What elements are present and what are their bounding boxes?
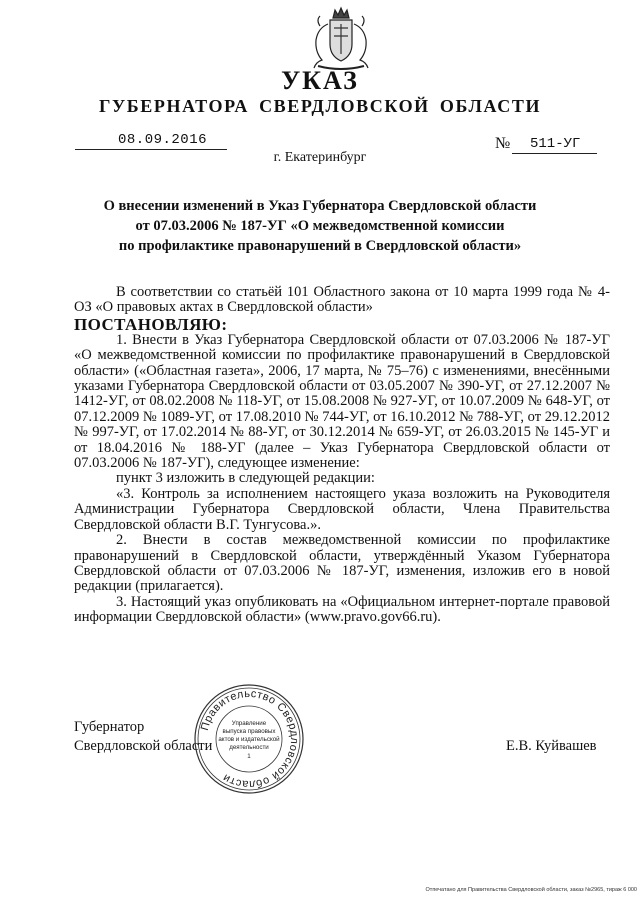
decree-word: ПОСТАНОВЛЯЮ: (74, 314, 228, 334)
title-line-2: от 07.03.2006 № 187-УГ «О межведомственной комиссии (135, 218, 505, 234)
document-type-heading: УКАЗ (281, 66, 359, 95)
svg-text:1: 1 (247, 753, 251, 760)
document-body (74, 285, 610, 626)
item-1-paragraph: 1. Внести в Указ Губернатора Свердловской области от 07.03.2006 № 187-УГ «О межведомственной комиссии по профилактике правонарушений в Свердловской области» («Областная газета», 2006, 17 марта, № 75–76) с изменениями, внесёнными указами Губернатора Свердловской области от 03.05.2007 № 390-УГ, от 27.12.2007 № 1412-УГ, от 08.02.2008 № 118-УГ, от 15.08.2008 № 927-УГ, от 10.07.2009 № 648-УГ, от 07.12.2009 № 1089-УГ, от 17.08.2010 № 744-УГ, от 16.10.2012 № 788-УГ, от 29.12.2012 № 997-УГ, от 17.02.2014 № 88-УГ, от 30.12.2014 № 659-УГ, от 26.03.2015 № 145-УГ и от 18.04.2016 № 188-УГ (далее – Указ Губернатора Свердловской области от 07.03.2006 № 187-УГ), следующее изменение: (74, 331, 610, 472)
coat-of-arms-emblem-icon (306, 6, 376, 72)
document-number: 511-УГ (530, 136, 581, 152)
item-1-subparagraph: пункт 3 изложить в следующей редакции: (116, 470, 375, 487)
signer-position-line-2: Свердловской области (74, 738, 213, 754)
document-title (0, 196, 640, 256)
item-3-paragraph: 3. Настоящий указ опубликовать на «Официальном интернет-портале правовой информации Свердловской области» (www.pravo.gov66.ru). (74, 593, 610, 626)
signer-name: Е.В. Куйвашев (506, 738, 597, 754)
svg-text:актов и издательской: актов и издательской (218, 736, 280, 743)
svg-text:Управление: Управление (231, 720, 267, 727)
item-2-paragraph: 2. Внести в состав межведомственной комиссии по профилактике правонарушений в Свердловской области, утверждённый Указом Губернатора Свердловской области от 07.03.2006 № 187-УГ, изменения, изложив его в новой редакции (прилагается). (74, 532, 610, 595)
document-date: 08.09.2016 (118, 132, 208, 148)
official-seal-icon (193, 683, 305, 795)
title-line-1: О внесении изменений в Указ Губернатора Свердловской области (103, 198, 537, 214)
svg-text:Правительство Свердловской обл: Правительство Свердловской области (198, 687, 301, 791)
signer-position-line-1: Губернатор (74, 719, 145, 735)
preamble-paragraph: В соответствии со статьёй 101 Областного закона от 10 марта 1999 года № 4-ОЗ «О правовых актах в Свердловской области» (74, 284, 610, 316)
city-line: г. Екатеринбург (273, 150, 367, 165)
number-sign: № (495, 135, 511, 152)
signer-position (74, 718, 212, 756)
svg-text:выпуска правовых: выпуска правовых (222, 728, 276, 735)
svg-text:деятельности: деятельности (229, 744, 269, 751)
print-note-footer: Отпечатано для Правительства Свердловской области, заказ №2965, тираж 6 000 (425, 887, 637, 893)
item-1-quote: «3. Контроль за исполнением настоящего указа возложить на Руководителя Администрации Губернатора Свердловской области, Члена Правительства Свердловской области В.Г. Тунгусова.». (74, 485, 610, 533)
title-line-3: по профилактике правонарушений в Свердловской области» (118, 238, 522, 254)
issuer-heading: ГУБЕРНАТОРА СВЕРДЛОВСКОЙ ОБЛАСТИ (98, 96, 542, 116)
